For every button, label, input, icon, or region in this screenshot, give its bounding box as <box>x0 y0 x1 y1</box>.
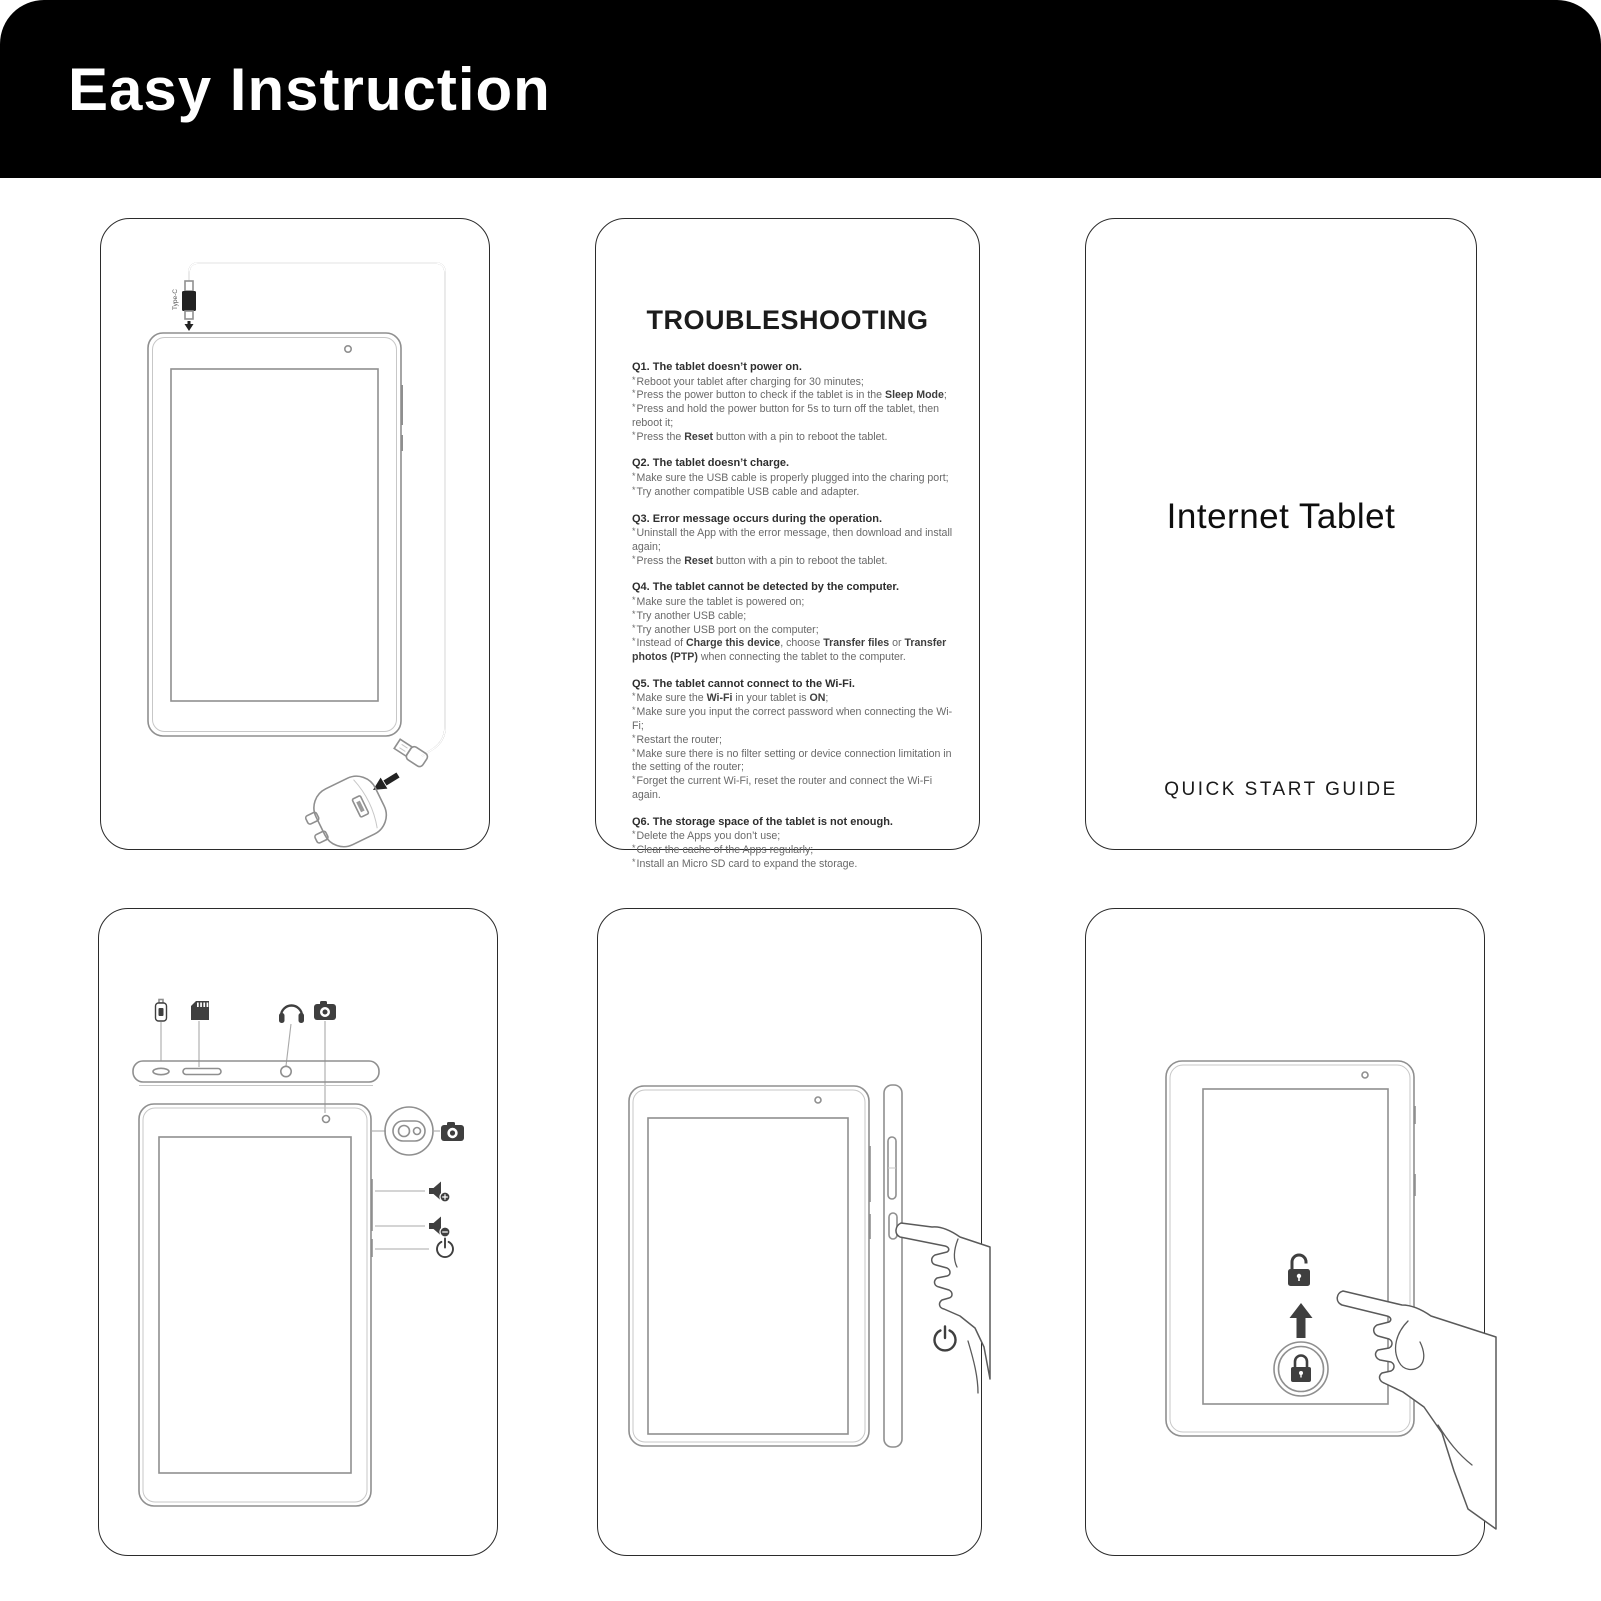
charging-cable <box>189 263 445 756</box>
power-icon <box>437 1239 453 1258</box>
qa-section <box>632 580 953 664</box>
front-camera-hole <box>345 346 351 352</box>
qa-question: Q1. The tablet doesn’t power on. <box>632 361 802 373</box>
qa-item: *Restart the router; <box>632 732 722 746</box>
usb-a-connector-icon <box>393 738 429 769</box>
cable-label: Type-C <box>172 289 179 310</box>
charging-diagram <box>101 219 491 851</box>
qa-item: *Press the Reset button with a pin to reboot the tablet. <box>632 553 888 567</box>
headphone-jack <box>281 1066 291 1076</box>
panel-ports <box>98 908 498 1556</box>
volume-up-icon <box>429 1182 450 1203</box>
usb-port <box>153 1068 169 1074</box>
qa-item: *Instead of Charge this device, choose Transfer files or Transfer photos (PTP) when connecting the tablet to the computer. <box>632 636 947 664</box>
qa-section <box>632 677 953 803</box>
tablet-front <box>148 333 402 736</box>
qa-item: *Forget the current Wi-Fi, reset the router and connect the Wi-Fi again. <box>632 774 933 802</box>
page-title: Easy Instruction <box>68 55 551 123</box>
qa-item: *Press and hold the power button for 5s to turn off the tablet, then reboot it; <box>632 402 940 429</box>
panel-charging <box>100 218 490 850</box>
qa-item: *Make sure the tablet is powered on; <box>632 594 805 608</box>
header-bar <box>0 0 1601 178</box>
qa-item: *Try another compatible USB cable and adapter. <box>632 484 860 498</box>
qa-question: Q4. The tablet cannot be detected by the computer. <box>632 581 900 594</box>
left-arrow-icon <box>373 775 398 790</box>
unlock-diagram <box>1086 909 1486 1557</box>
qa-item: *Press the Reset button with a pin to reboot the tablet. <box>632 429 888 443</box>
qa-item: *Make sure the USB cable is properly plugged into the charing port; <box>632 470 949 484</box>
qa-section <box>632 512 953 569</box>
power-button <box>889 1213 897 1239</box>
qa-item: *Uninstall the App with the error message, then download and install again; <box>632 526 953 553</box>
qa-section <box>632 360 953 444</box>
tablet-front <box>139 1104 372 1506</box>
microsd-icon <box>191 1001 209 1020</box>
qa-section <box>632 815 953 872</box>
camera-icon <box>314 1001 336 1020</box>
qa-question: Q6. The storage space of the tablet is not enough. <box>632 815 893 828</box>
down-arrow-icon <box>185 321 194 331</box>
tablet-front <box>1166 1061 1415 1436</box>
microsd-slot <box>183 1069 221 1075</box>
tablet-side-edge <box>884 1085 902 1447</box>
qa-section <box>632 456 953 499</box>
panel-troubleshooting <box>595 218 980 870</box>
tablet-front <box>629 1086 870 1446</box>
qa-question: Q2. The tablet doesn’t charge. <box>632 457 790 470</box>
troubleshooting-title: TROUBLESHOOTING <box>646 305 929 335</box>
qa-item: *Make sure there is no filter setting or device connection limitation in the setting of the router; <box>632 746 952 774</box>
usb-port-icon <box>156 1000 167 1022</box>
qa-question: Q5. The tablet cannot connect to the Wi-Fi. <box>632 677 855 690</box>
panel-cover <box>1085 218 1477 850</box>
qa-item: *Reboot your tablet after charging for 30 minutes; <box>632 374 864 388</box>
volume-down-icon <box>429 1217 450 1238</box>
ports-diagram <box>99 909 499 1557</box>
qa-item: *Try another USB cable; <box>632 608 747 622</box>
lock-circle-icon <box>1274 1342 1328 1396</box>
camera-callout-icon <box>433 1122 464 1141</box>
front-camera-hole <box>1362 1072 1368 1078</box>
unlock-icon <box>1288 1255 1310 1286</box>
product-name: Internet Tablet <box>1166 497 1396 536</box>
qa-item: *Clear the cache of the Apps regularly; <box>632 843 814 857</box>
cover-subtitle: QUICK START GUIDE <box>1164 779 1398 800</box>
qa-item: *Make sure the Wi-Fi in your tablet is ON; <box>632 691 829 705</box>
qa-item: *Install an Micro SD card to expand the storage. <box>632 856 858 870</box>
qa-item: *Delete the Apps you don’t use; <box>632 829 781 843</box>
top-edge-view <box>133 1061 379 1086</box>
panel-unlock <box>1085 908 1485 1556</box>
pointing-hand <box>1337 1291 1496 1529</box>
headphone-icon <box>279 1006 304 1024</box>
camera-zoom-detail <box>371 1107 433 1155</box>
qa-item: *Press the power button to check if the tablet is in the Sleep Mode; <box>632 388 947 402</box>
troubleshooting-sections <box>596 360 979 872</box>
type-c-plug-icon <box>172 281 196 319</box>
front-camera-hole <box>815 1097 821 1103</box>
arrow-up-icon <box>1290 1303 1313 1338</box>
power-on-diagram <box>598 909 983 1557</box>
power-icon <box>935 1327 956 1351</box>
front-camera-hole <box>323 1116 330 1123</box>
qa-question: Q3. Error message occurs during the operation. <box>632 512 883 525</box>
panel-power <box>597 908 982 1556</box>
qa-item: *Try another USB port on the computer; <box>632 622 819 636</box>
qa-item: *Make sure you input the correct password when connecting the Wi-Fi; <box>632 705 953 733</box>
pointing-hand <box>896 1223 990 1393</box>
